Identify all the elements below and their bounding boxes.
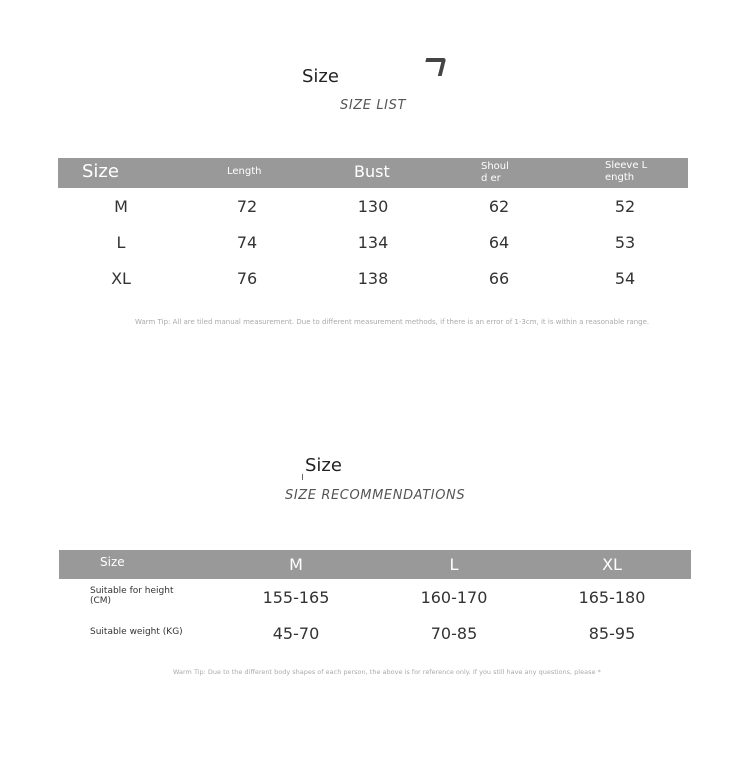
size-list-title: Size <box>302 66 339 87</box>
cell-size: M <box>114 197 128 216</box>
cell-bust: 134 <box>357 233 389 252</box>
cell-sleeve-length: 53 <box>614 233 636 252</box>
decorative-tick-icon <box>302 474 303 480</box>
cell-shoulder: 66 <box>488 269 510 288</box>
header-l: L <box>449 555 459 574</box>
cell-sleeve-length: 54 <box>614 269 636 288</box>
cell-weight-xl: 85-95 <box>588 624 636 643</box>
cell-weight-l: 70-85 <box>430 624 478 643</box>
size-list-subtitle: SIZE LIST <box>340 98 407 113</box>
cell-size: XL <box>111 269 131 288</box>
header-xl: XL <box>602 555 622 574</box>
size-recommendations-header-row <box>59 550 691 579</box>
cell-height-m: 155-165 <box>262 588 330 607</box>
cell-bust: 130 <box>357 197 389 216</box>
header-shoulder: Should er <box>481 161 509 184</box>
row-label-weight: Suitable weight (KG) <box>90 627 183 637</box>
size-recommendations-warm-tip: Warm Tip: Due to the different body shapes of each person, the above is for reference only. If you still have any questions, please * <box>173 668 601 676</box>
header-size: Size <box>82 161 119 182</box>
cell-bust: 138 <box>357 269 389 288</box>
cell-sleeve-length: 52 <box>614 197 636 216</box>
cell-length: 72 <box>236 197 258 216</box>
cell-size: L <box>116 233 126 252</box>
cell-shoulder: 62 <box>488 197 510 216</box>
cell-length: 74 <box>236 233 258 252</box>
decorative-hook-icon <box>422 58 446 76</box>
header-length: Length <box>227 166 262 177</box>
size-recommendations-subtitle: SIZE RECOMMENDATIONS <box>285 488 466 503</box>
cell-height-xl: 165-180 <box>578 588 646 607</box>
header-bust: Bust <box>354 162 390 181</box>
header-sleeve-length: Sleeve L ength <box>605 160 648 183</box>
header-size: Size <box>100 555 125 569</box>
size-list-warm-tip: Warm Tip: All are tiled manual measurement. Due to different measurement methods, if there is an error of 1-3cm, it is within a reasonable range. <box>135 318 650 326</box>
size-list-header-row <box>58 158 688 188</box>
cell-height-l: 160-170 <box>420 588 488 607</box>
row-label-height: Suitable for height (CM) <box>90 586 174 606</box>
size-recommendations-title: Size <box>305 455 342 476</box>
cell-length: 76 <box>236 269 258 288</box>
cell-shoulder: 64 <box>488 233 510 252</box>
cell-weight-m: 45-70 <box>272 624 320 643</box>
header-m: M <box>289 555 303 574</box>
